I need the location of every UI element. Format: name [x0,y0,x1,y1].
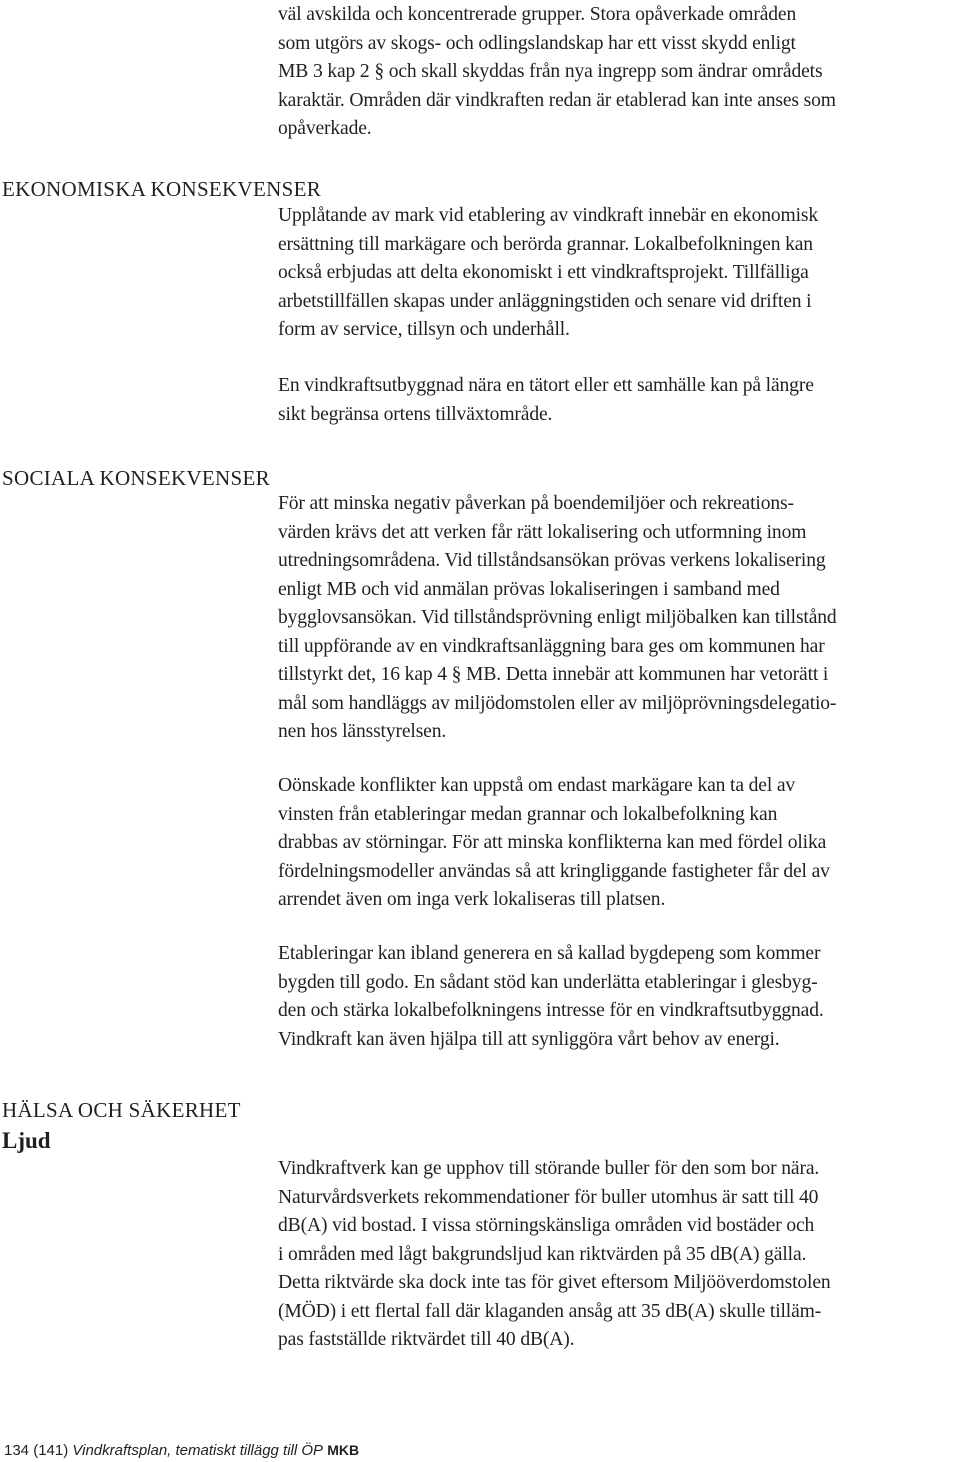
text-line: bygden till godo. En sådant stöd kan underlätta etableringar i glesbyg- [278,971,818,993]
text-line: mål som handläggs av miljödomstolen eller av miljöprövningsdelegatio- [278,692,837,714]
social-paragraph-3 [278,940,960,1054]
social-heading: SOCIALA KONSEKVENSER [2,466,270,490]
text-line: pas fastställde riktvärdet till 40 dB(A). [278,1329,575,1350]
text-line: opåverkade. [278,118,372,139]
text-line: Oönskade konflikter kan uppstå om endast markägare kan ta del av [278,775,796,796]
text-line: Naturvårdsverkets rekommendationer för buller utomhus är satt till 40 [278,1186,819,1208]
footer-org: MKB [327,1442,360,1458]
text-line: Etableringar kan ibland generera en så kallad bygdepeng som kommer [278,943,821,964]
social-paragraph-2 [278,772,960,915]
page-number: 134 (141) [4,1442,69,1459]
text-line: (MÖD) i ett flertal fall där klaganden ansåg att 35 dB(A) skulle tilläm- [278,1300,822,1322]
economic-heading: EKONOMISKA KONSEKVENSER [2,177,321,201]
document-title: Vindkraftsplan, tematiskt tillägg till ÖP [72,1442,324,1459]
text-line: utredningsområdena. Vid tillståndsansökan prövas verkens lokalisering [278,550,826,571]
text-line: Vindkraft kan även hjälpa till att synliggöra vårt behov av energi. [278,1028,780,1050]
text-line: Upplåtande av mark vid etablering av vindkraft innebär en ekonomisk [278,205,819,226]
economic-paragraph-1 [278,202,960,345]
text-line: vinsten från etableringar medan grannar och lokalbefolkning kan [278,803,778,825]
text-line: drabbas av störningar. För att minska konflikterna kan med fördel olika [278,832,827,853]
social-paragraph-1 [278,490,960,747]
text-line: den och stärka lokalbefolkningens intresse för en vindkraftsutbyggnad. [278,1000,824,1021]
text-line: MB 3 kap 2 § och skall skyddas från nya ingrepp som ändrar områdets [278,61,823,82]
text-line: som utgörs av skogs- och odlingslandskap har ett visst skydd enligt [278,32,796,54]
text-line: tillstyrkt det, 16 kap 4 § MB. Detta innebär att kommunen har vetorätt i [278,664,829,685]
text-line: till uppförande av en vindkraftsanläggning bara ges om kommunen har [278,635,825,657]
text-line: ersättning till markägare och berörda grannar. Lokalbefolkningen kan [278,233,813,255]
text-line: enligt MB och vid anmälan prövas lokaliseringen i samband med [278,578,780,600]
sound-subheading: Ljud [2,1128,51,1153]
text-line: arbetstillfällen skapas under anläggningstiden och senare vid driften i [278,290,812,312]
economic-paragraph-2 [278,372,960,429]
text-line: arrendet även om inga verk lokaliseras till platsen. [278,889,666,910]
text-line: Detta riktvärde ska dock inte tas för givet eftersom Miljööverdomstolen [278,1272,831,1293]
text-line: form av service, tillsyn och underhåll. [278,319,570,340]
text-line: fördelningsmodeller användas så att kringliggande fastigheter får del av [278,860,830,882]
text-line: väl avskilda och koncentrerade grupper. Stora opåverkade områden [278,4,797,25]
text-line: värden krävs det att verken får rätt lokalisering och utformning inom [278,521,807,543]
page-footer [4,1440,359,1461]
text-line: karaktär. Områden där vindkraften redan är etablerad kan inte anses som [278,89,836,111]
text-line: i områden med lågt bakgrundsljud kan riktvärden på 35 dB(A) gälla. [278,1243,807,1265]
text-line: Vindkraftverk kan ge upphov till störande buller för den som bor nära. [278,1158,820,1179]
text-line: En vindkraftsutbyggnad nära en tätort eller ett samhälle kan på längre [278,375,814,396]
text-line: nen hos länsstyrelsen. [278,721,447,742]
health-paragraph-1 [278,1155,960,1355]
health-heading: HÄLSA OCH SÄKERHET [2,1098,241,1122]
text-line: För att minska negativ påverkan på boendemiljöer och rekreations- [278,493,794,514]
text-line: dB(A) vid bostad. I vissa störningskänsliga områden vid bostäder och [278,1215,815,1236]
text-line: sikt begränsa ortens tillväxtområde. [278,403,553,425]
intro-paragraph [278,1,960,144]
text-line: bygglovsansökan. Vid tillståndsprövning enligt miljöbalken kan tillstånd [278,607,837,628]
text-line: också erbjudas att delta ekonomiskt i ett vindkraftsprojekt. Tillfälliga [278,262,809,283]
